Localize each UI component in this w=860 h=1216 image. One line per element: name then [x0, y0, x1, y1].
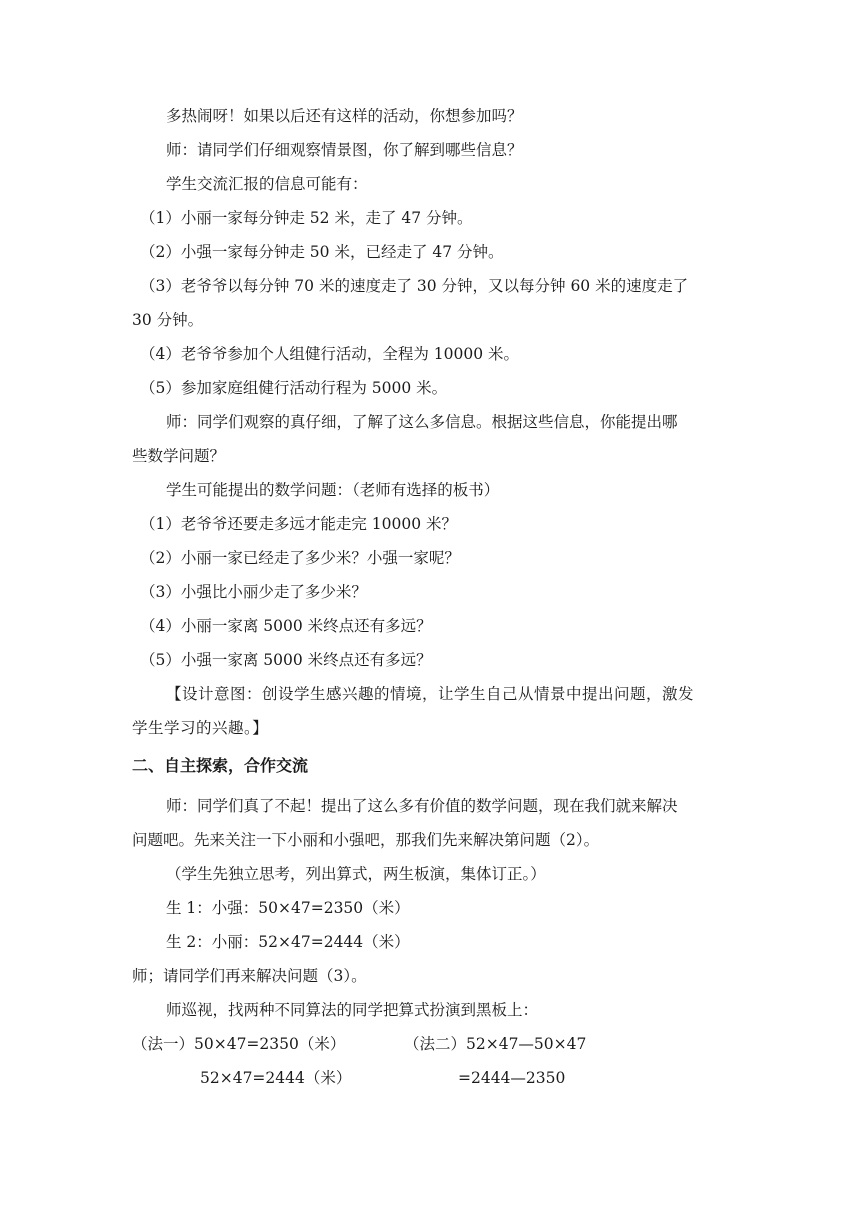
- info-item: （5）参加家庭组健行活动行程为 5000 米。: [140, 379, 448, 397]
- teacher-line: 师；请同学们再来解决问题（3）。: [132, 967, 367, 985]
- design-intent: 【设计意图：创设学生感兴趣的情境，让学生自己从情景中提出问题，激发: [166, 685, 695, 703]
- teacher-line-continued: 些数学问题？: [132, 447, 226, 465]
- method-two-line: =2444—2350: [458, 1069, 566, 1087]
- teacher-line-continued: 问题吧。先来关注一下小丽和小强吧，那我们先来解决第问题（2）。: [132, 831, 600, 849]
- info-item: （2）小强一家每分钟走 50 米，已经走了 47 分钟。: [140, 243, 504, 261]
- teacher-line: 师：同学们真了不起！提出了这么多有价值的数学问题，现在我们就来解决: [166, 797, 678, 815]
- question-item: （5）小强一家离 5000 米终点还有多远？: [140, 651, 432, 669]
- method-one-line: （法一）50×47=2350（米）: [132, 1035, 346, 1053]
- design-intent-continued: 学生学习的兴趣。】: [132, 719, 269, 737]
- student-answer: 生 2：小丽：52×47=2444（米）: [166, 933, 410, 951]
- info-item: （4）老爷爷参加个人组健行活动，全程为 10000 米。: [140, 345, 520, 363]
- info-item-continued: 30 分钟。: [132, 311, 204, 329]
- info-item: （3）老爷爷以每分钟 70 米的速度走了 30 分钟，又以每分钟 60 米的速度走了: [140, 277, 689, 295]
- question-item: （4）小丽一家离 5000 米终点还有多远？: [140, 617, 432, 635]
- method-two-line: （法二）52×47—50×47: [404, 1035, 587, 1053]
- method-one-line: 52×47=2444（米）: [200, 1069, 352, 1087]
- teacher-line: 师：同学们观察的真仔细，了解了这么多信息。根据这些信息，你能提出哪: [166, 413, 678, 431]
- question-item: （3）小强比小丽少走了多少米？: [140, 583, 367, 601]
- question-item: （2）小丽一家已经走了多少米？小强一家呢？: [140, 549, 460, 567]
- paragraph: 师巡视，找两种不同算法的同学把算式扮演到黑板上：: [166, 1001, 539, 1019]
- info-item: （1）小丽一家每分钟走 52 米，走了 47 分钟。: [140, 209, 473, 227]
- question-item: （1）老爷爷还要走多远才能走完 10000 米？: [140, 515, 458, 533]
- paragraph: 学生可能提出的数学问题：（老师有选择的板书）: [166, 481, 500, 499]
- paragraph: 学生交流汇报的信息可能有：: [166, 175, 368, 193]
- section-heading: 二、自主探索，合作交流: [132, 756, 309, 775]
- paragraph: 多热闹呀！如果以后还有这样的活动，你想参加吗？: [166, 107, 523, 125]
- student-answer: 生 1：小强：50×47=2350（米）: [166, 899, 410, 917]
- paragraph: （学生先独立思考，列出算式，两生板演，集体订正。）: [166, 865, 546, 883]
- teacher-line: 师：请同学们仔细观察情景图，你了解到哪些信息？: [166, 141, 523, 159]
